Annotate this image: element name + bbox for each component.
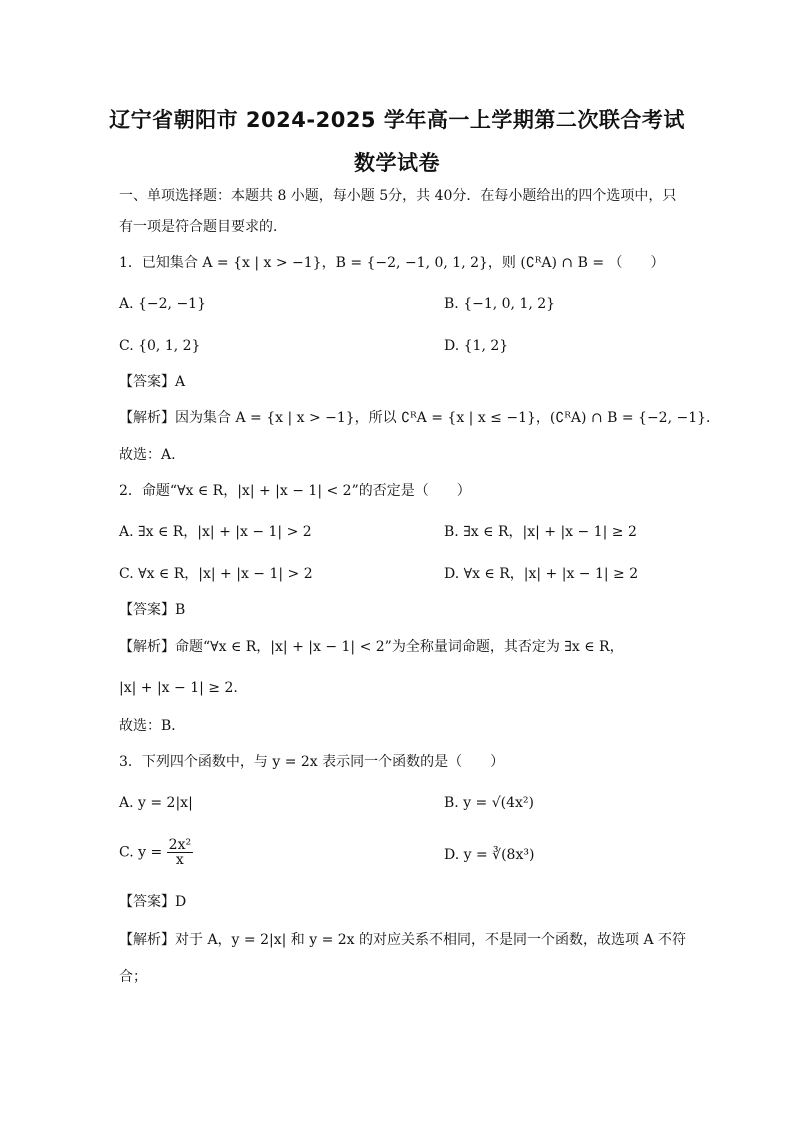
- exam-subtitle: 数学试卷: [354, 151, 440, 175]
- q2-analysis-line1: 【解析】命题“∀x ∈ R，|x| + |x − 1| < 2”为全称量词命题，其否定为 ∃x ∈ R，: [119, 639, 624, 655]
- section-instructions-line1: 一、单项选择题：本题共 8 小题，每小题 5分，共 40分．在每小题给出的四个选项中，只: [119, 188, 677, 204]
- q2-option-c: C. ∀x ∈ R，|x| + |x − 1| > 2: [119, 566, 313, 582]
- q3-answer: 【答案】D: [119, 894, 187, 910]
- exam-title: 辽宁省朝阳市 2024-2025 学年高一上学期第二次联合考试: [109, 108, 685, 132]
- q3-option-c-denominator: x: [175, 852, 184, 868]
- q3-option-d: D. y = ∛(8x³): [444, 847, 535, 863]
- q3-stem: 3．下列四个函数中，与 y = 2x 表示同一个函数的是（ ）: [119, 754, 505, 770]
- q1-option-b: B. {−1, 0, 1, 2}: [444, 296, 556, 312]
- q3-option-c-fraction: [167, 838, 193, 867]
- q2-stem: 2．命题“∀x ∈ R，|x| + |x − 1| < 2”的否定是（ ）: [119, 483, 471, 499]
- q3-option-b: B. y = √(4x²): [444, 795, 534, 811]
- q2-option-a: A. ∃x ∈ R，|x| + |x − 1| > 2: [119, 524, 312, 540]
- q1-option-d: D. {1, 2}: [444, 338, 509, 354]
- section-instructions-line2: 有一项是符合题目要求的．: [119, 219, 287, 235]
- q3-option-c: [119, 838, 193, 867]
- q3-option-c-numerator: 2x²: [168, 837, 192, 853]
- q1-analysis: 【解析】因为集合 A = {x | x > −1}，所以 ∁ᴿA = {x | x ≤ −1}，(∁ᴿA) ∩ B = {−2, −1}．: [119, 410, 721, 426]
- q2-option-d: D. ∀x ∈ R，|x| + |x − 1| ≥ 2: [444, 566, 639, 582]
- q3-option-c-prefix: C. y =: [119, 844, 167, 861]
- q1-option-c: C. {0, 1, 2}: [119, 338, 201, 354]
- q3-analysis-line2: 合；: [119, 969, 147, 985]
- q3-option-a: A. y = 2|x|: [119, 795, 193, 811]
- q2-answer: 【答案】B: [119, 602, 186, 618]
- q2-analysis-line2: |x| + |x − 1| ≥ 2.: [119, 680, 238, 696]
- q2-choice: 故选：B．: [119, 718, 186, 734]
- q3-analysis-line1: 【解析】对于 A，y = 2|x| 和 y = 2x 的对应关系不相同，不是同一个函数，故选项 A 不符: [119, 932, 687, 948]
- q1-answer: 【答案】A: [119, 374, 186, 390]
- q1-choice: 故选：A.: [119, 447, 176, 463]
- q2-option-b: B. ∃x ∈ R，|x| + |x − 1| ≥ 2: [444, 524, 637, 540]
- q1-stem: 1．已知集合 A = {x | x > −1}，B = {−2, −1, 0, 1, 2}，则 (∁ᴿA) ∩ B = （ ）: [119, 255, 665, 271]
- q1-option-a: A. {−2, −1}: [119, 296, 207, 312]
